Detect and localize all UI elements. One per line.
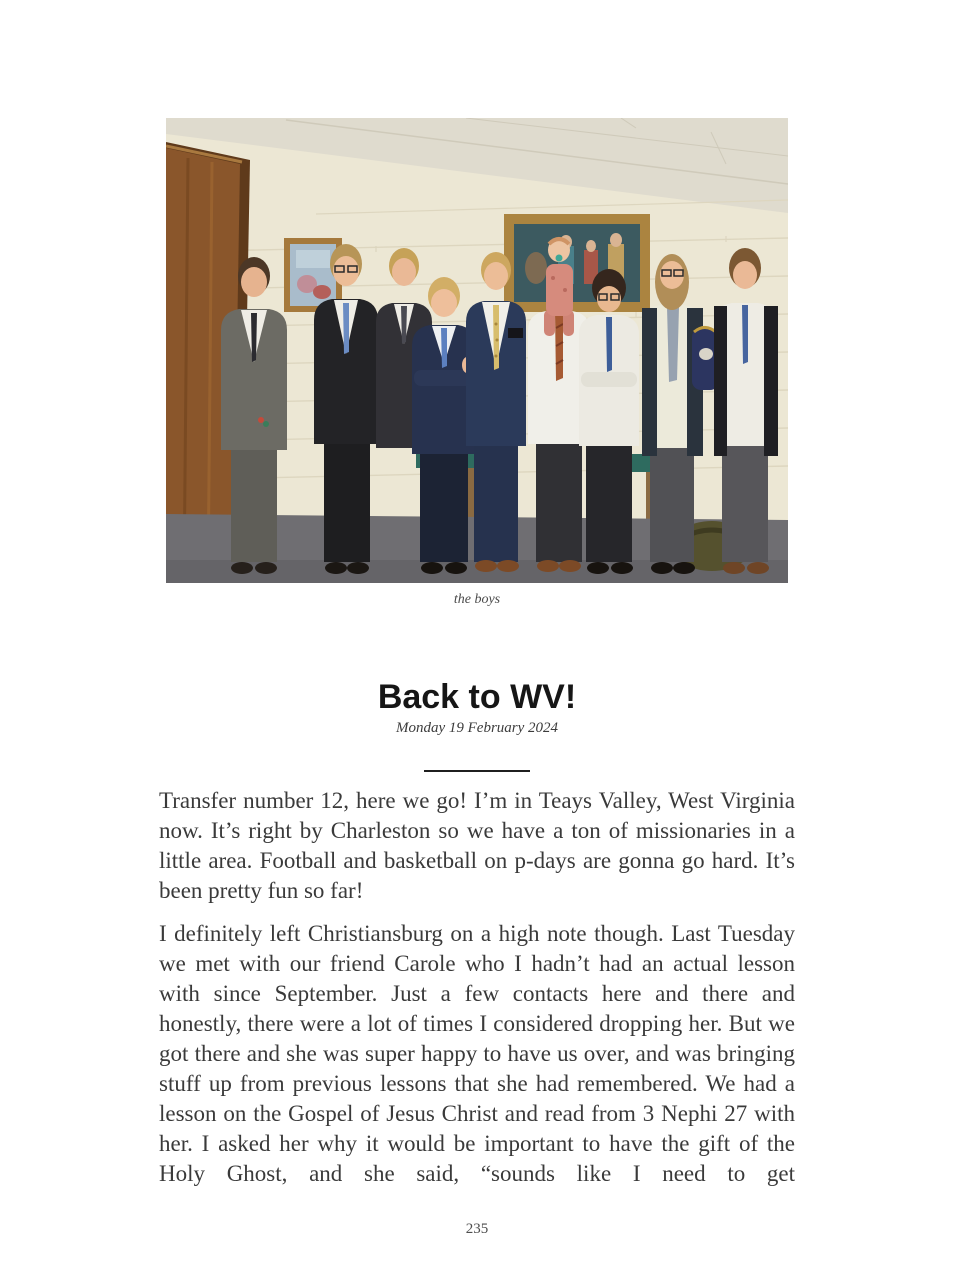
group-photo	[166, 118, 788, 583]
photo-figure	[166, 118, 788, 608]
page-footer	[0, 1221, 954, 1238]
section-divider	[424, 770, 530, 772]
entry-date: Monday 19 February 2024	[395, 720, 559, 736]
paragraph: Transfer number 12, here we go! I’m in Teays Valley, West Virginia now. It’s right by Charleston so we have a ton of missionaries in a little area. Football and basketball on p-days are gonna go hard. It’s been pretty fun so far!	[159, 788, 795, 903]
entry-header	[0, 678, 954, 737]
entry-title: Back to WV!	[377, 678, 577, 716]
entry-body	[159, 786, 795, 1202]
photo-caption: the boys	[453, 592, 501, 607]
paragraph: I definitely left Christiansburg on a high note though. Last Tuesday we met with our friend Carole who I hadn’t had an actual lesson with since September. Just a few contacts here and there and honestly, there were a lot of times I considered dropping her. But we got there and she was super happy to have us over, and was bringing stuff up from previous lessons that she had remembered. We had a lesson on the Gospel of Jesus Christ and read from 3 Nephi 27 with her. I asked her why it would be important to have the gift of the Holy Ghost, and she said, “sounds like I need to get	[159, 921, 795, 1186]
group-photo-illustration	[166, 118, 788, 583]
large-framed-painting	[504, 214, 650, 312]
page-number: 235	[465, 1221, 489, 1237]
